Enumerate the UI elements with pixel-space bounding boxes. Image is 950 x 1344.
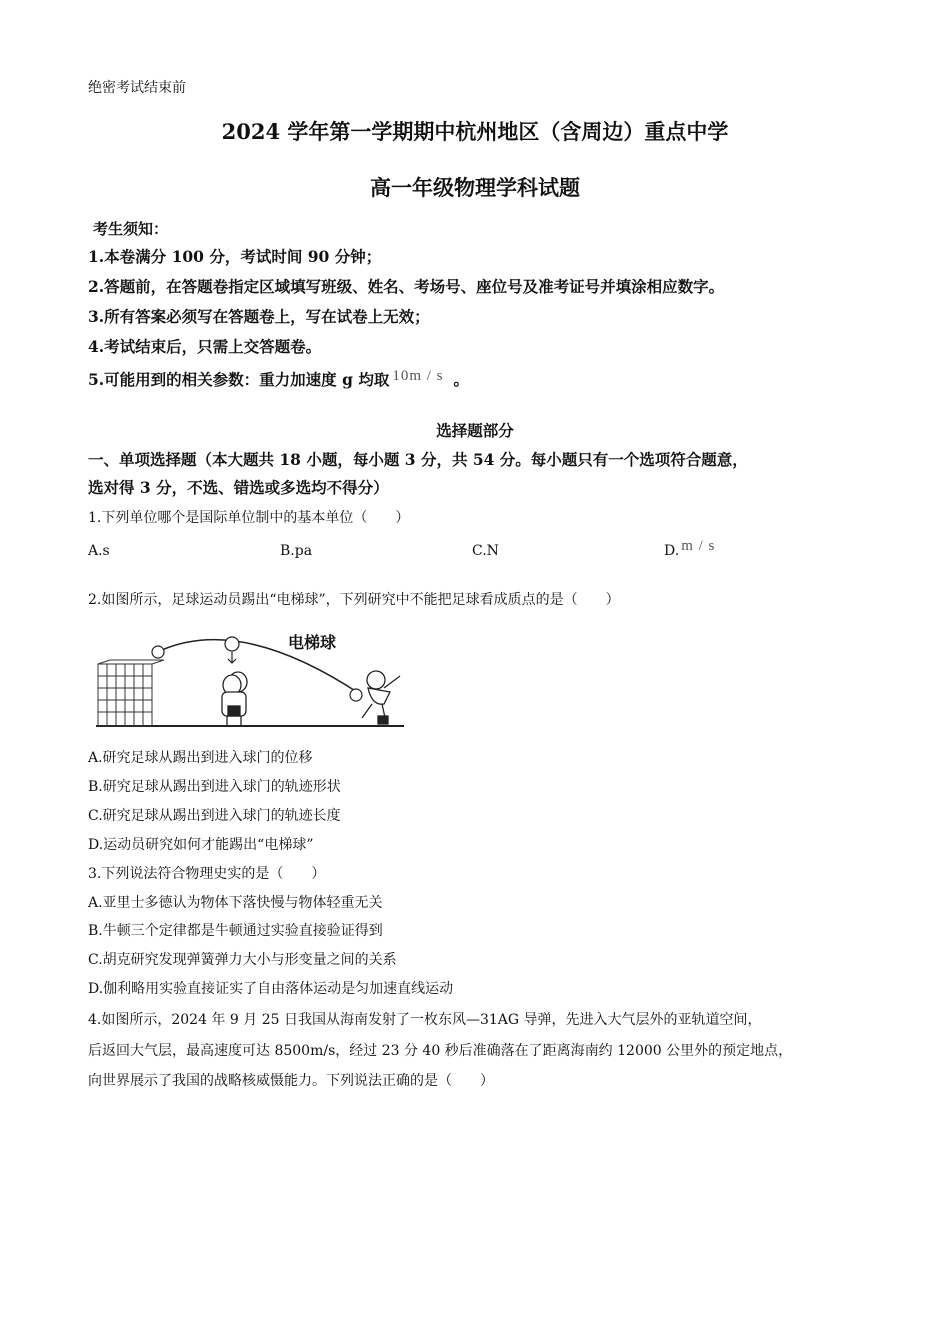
part-instructions-cont: 选对得 3 分，不选、错选或多选均不得分）: [88, 478, 389, 497]
confidential-label: 绝密考试结束前: [88, 80, 186, 96]
question-1-option-d-unit: m / s: [681, 538, 716, 554]
ball-icon: [152, 646, 164, 658]
question-1-stem: 1.下列单位哪个是国际单位制中的基本单位（ ）: [88, 510, 410, 526]
notice-item-5-text: 5.可能用到的相关参数：重力加速度 g 均取: [88, 370, 390, 389]
question-1-option-d-prefix: D.: [664, 543, 680, 559]
question-3-stem: 3.下列说法符合物理史实的是（ ）: [88, 866, 326, 882]
notice-item: 1.本卷满分 100 分，考试时间 90 分钟；: [88, 247, 382, 266]
kicker-player: [362, 671, 400, 724]
question-2-option-d: D.运动员研究如何才能踢出“电梯球”: [88, 837, 314, 853]
question-4-stem-line: 4.如图所示，2024 年 9 月 25 日我国从海南发射了一枚东风—31AG 导弹，先进入大气层外的亚轨道空间，: [88, 1012, 762, 1028]
figure-label: 电梯球: [288, 633, 337, 652]
ball-icon: [350, 689, 362, 701]
question-1-option-c: C.N: [472, 543, 499, 559]
goal-net: [98, 660, 164, 726]
elevator-ball-illustration: [92, 622, 408, 732]
question-4-stem-line: 后返回大气层，最高速度可达 8500m/s，经过 23 分 40 秒后准确落在了距离海南约 12000 公里外的预定地点，: [88, 1043, 793, 1059]
question-2-option-c: C.研究足球从踢出到进入球门的轨迹长度: [88, 808, 341, 824]
question-2-option-a: A.研究足球从踢出到进入球门的位移: [88, 750, 313, 766]
question-1-option-b: B.pa: [280, 543, 313, 559]
notice-item-5-end: 。: [453, 370, 470, 389]
notice-item: 2.答题前，在答题卷指定区域填写班级、姓名、考场号、座位号及准考证号并填涂相应数字。: [88, 277, 725, 296]
part-instructions: 一、单项选择题（本大题共 18 小题，每小题 3 分，共 54 分。每小题只有一个选项符合题意，: [88, 450, 748, 469]
question-1-option-d: [664, 538, 716, 560]
question-3-option-b: B.牛顿三个定律都是牛顿通过实验直接验证得到: [88, 923, 383, 939]
ball-icon: [225, 637, 239, 651]
exam-title: 2024 学年第一学期期中杭州地区（含周边）重点中学: [221, 119, 729, 144]
question-2-option-b: B.研究足球从踢出到进入球门的轨迹形状: [88, 779, 341, 795]
section-title: 选择题部分: [436, 421, 514, 440]
question-3-option-c: C.胡克研究发现弹簧弹力大小与形变量之间的关系: [88, 952, 397, 968]
question-3-option-a: A.亚里士多德认为物体下落快慢与物体轻重无关: [88, 895, 383, 911]
gravity-unit: 10m / s: [392, 368, 444, 384]
exam-subtitle: 高一年级物理学科试题: [370, 175, 580, 200]
elevator-ball-figure: [92, 622, 408, 732]
defender-wall: [222, 672, 247, 726]
question-3-option-d: D.伽利略用实验直接证实了自由落体运动是匀加速直线运动: [88, 981, 454, 997]
notice-item: 3.所有答案必须写在答题卷上，写在试卷上无效；: [88, 307, 430, 326]
notice-heading: 考生须知：: [93, 220, 169, 238]
arrow-down-icon: [228, 652, 236, 663]
question-1-option-a: A.s: [88, 543, 110, 559]
notice-item-5: [88, 368, 469, 390]
question-4-stem-line: 向世界展示了我国的战略核威慑能力。下列说法正确的是（ ）: [88, 1073, 494, 1089]
question-2-stem: 2.如图所示，足球运动员踢出“电梯球”，下列研究中不能把足球看成质点的是（ ）: [88, 592, 620, 608]
notice-item: 4.考试结束后，只需上交答题卷。: [88, 337, 322, 356]
